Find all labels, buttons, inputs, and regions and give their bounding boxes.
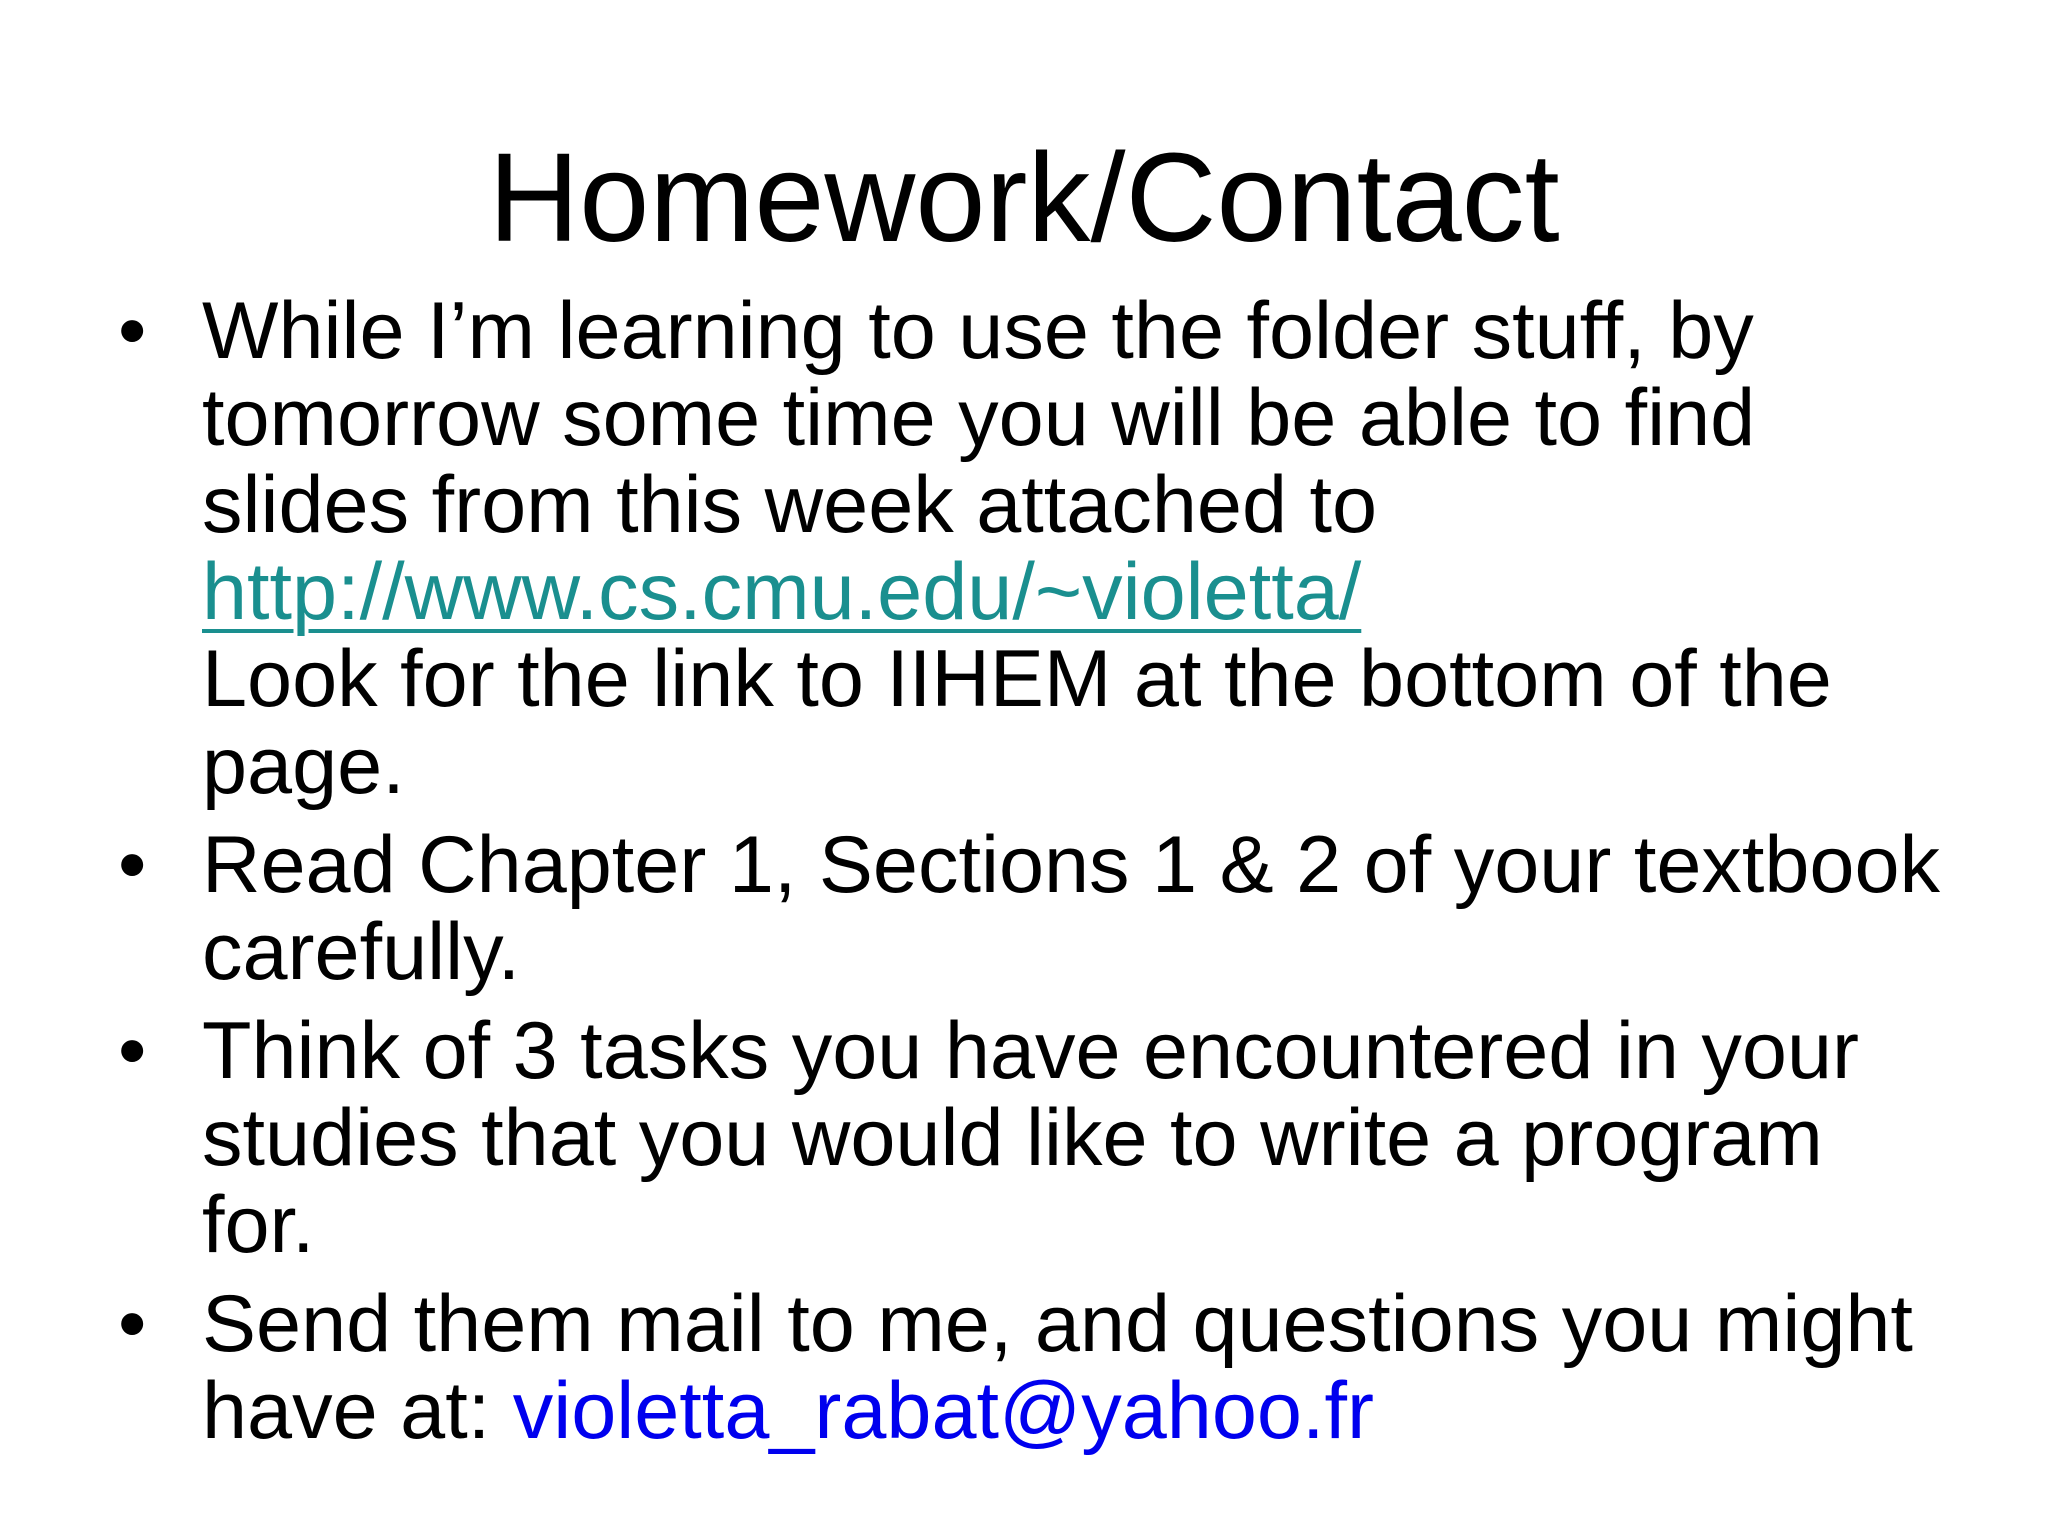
bullet-item-contact: [118, 1281, 1978, 1455]
email-link[interactable]: violetta_rabat@yahoo.fr: [512, 1366, 1374, 1456]
contact-prefix: have at:: [202, 1366, 513, 1456]
bullet-text-line: studies that you would like to write a program: [202, 1093, 1823, 1183]
bullet-text-line: slides from this week attached to: [202, 460, 1378, 550]
bullet-text-line: Read Chapter 1, Sections 1 & 2 of your textbook: [202, 820, 1941, 910]
bullet-icon: •: [118, 820, 147, 910]
bullet-text-line: While I’m learning to use the folder stuff, by: [202, 286, 1754, 376]
bullet-icon: •: [118, 1006, 147, 1096]
bullet-text-line: carefully.: [202, 907, 521, 997]
bullet-item-reading: [118, 822, 1978, 996]
slide-title: Homework/Contact: [488, 127, 1560, 268]
bullet-icon: •: [118, 1279, 147, 1369]
bullet-icon: •: [118, 286, 147, 376]
bullet-text-line: Send them mail to me, and questions you might: [202, 1279, 1913, 1369]
bullet-text-line: Think of 3 tasks you have encountered in your: [202, 1006, 1859, 1096]
bullet-item-tasks: [118, 1008, 1978, 1269]
bullet-list: [118, 288, 1978, 1467]
bullet-text-line: Look for the link to IIHEM at the bottom of the: [202, 634, 1832, 724]
bullet-text-line: for.: [202, 1180, 315, 1270]
course-url-link[interactable]: http://www.cs.cmu.edu/~violetta/: [202, 547, 1362, 637]
bullet-item-folder: [118, 288, 1978, 810]
bullet-text-line: page.: [202, 721, 405, 811]
bullet-text-line: tomorrow some time you will be able to find: [202, 373, 1756, 463]
